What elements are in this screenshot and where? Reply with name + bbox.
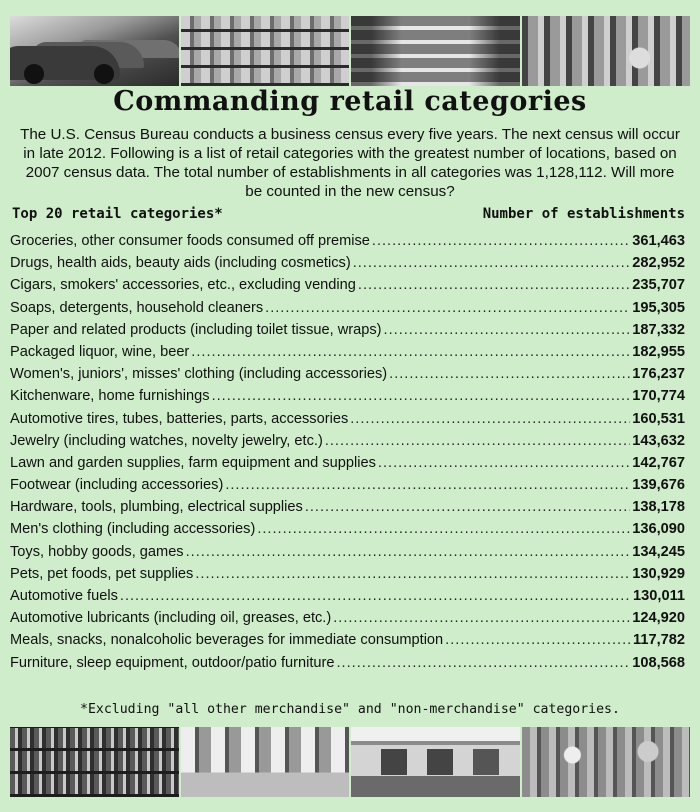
bottom-photo-strip [10, 727, 690, 797]
table-row [10, 610, 685, 632]
table-row [10, 388, 685, 410]
cars-photo [10, 16, 179, 86]
table-row [10, 433, 685, 455]
establishment-count: 182,955 [632, 343, 685, 360]
table-row [10, 499, 685, 521]
category-name: Furniture, sleep equipment, outdoor/patio furniture [10, 654, 335, 671]
table-row [10, 655, 685, 677]
category-list [10, 233, 685, 677]
establishment-count: 176,237 [632, 366, 685, 383]
table-row [10, 632, 685, 654]
establishment-count: 130,011 [633, 588, 685, 604]
dot-leader [372, 233, 630, 249]
table-row [10, 455, 685, 477]
category-name: Kitchenware, home furnishings [10, 388, 210, 405]
establishment-count: 130,929 [632, 565, 685, 582]
table-row [10, 366, 685, 388]
establishment-count: 117,782 [633, 632, 685, 649]
establishment-count: 195,305 [632, 299, 685, 316]
establishment-count: 143,632 [632, 432, 685, 449]
dot-leader [378, 455, 630, 471]
dot-leader [265, 300, 630, 316]
table-row [10, 255, 685, 277]
table-row [10, 233, 685, 255]
establishment-count: 142,767 [632, 454, 685, 471]
top-photo-strip [10, 16, 690, 86]
table-row [10, 521, 685, 543]
table-row [10, 588, 685, 610]
category-column-header: Top 20 retail categories* [12, 206, 223, 222]
establishment-count: 170,774 [632, 388, 685, 405]
grocery-aisle-photo [351, 16, 520, 86]
table-row [10, 277, 685, 299]
category-name: Packaged liquor, wine, beer [10, 343, 190, 360]
intro-text: The U.S. Census Bureau conducts a business census every five years. The next census will occur in late 2012. Following is a list of retail categories with the greatest number of locations, based on 2007 census data. The total number of establishments in all categories was 1,128,112. Will more be counted in the new census? [20, 126, 680, 200]
footnote: *Excluding "all other merchandise" and "non-merchandise" categories. [80, 702, 620, 717]
category-name: Meals, snacks, nonalcoholic beverages for immediate consumption [10, 632, 444, 649]
category-name: Paper and related products (including toilet tissue, wraps) [10, 321, 382, 338]
category-name: Hardware, tools, plumbing, electrical supplies [10, 499, 303, 516]
table-row [10, 544, 685, 566]
category-name: Jewelry (including watches, novelty jewelry, etc.) [10, 432, 323, 449]
page-title: Commanding retail categories [113, 86, 587, 117]
dot-leader [384, 322, 631, 338]
category-name: Footwear (including accessories) [10, 477, 224, 494]
table-header [12, 206, 685, 222]
category-name: Drugs, health aids, beauty aids (including cosmetics) [10, 255, 351, 272]
establishment-count: 134,245 [632, 543, 685, 560]
dot-leader [325, 433, 630, 449]
category-name: Groceries, other consumer foods consumed off premise [10, 233, 370, 249]
category-name: Soaps, detergents, household cleaners [10, 299, 264, 316]
dot-leader [195, 566, 630, 582]
dot-leader [120, 588, 631, 604]
category-name: Lawn and garden supplies, farm equipment and supplies [10, 454, 376, 471]
dot-leader [445, 632, 631, 648]
dot-leader [350, 411, 630, 427]
dot-leader [257, 521, 630, 537]
mall-interior-photo [351, 727, 520, 797]
establishment-count: 235,707 [632, 277, 685, 294]
count-column-header: Number of establishments [482, 206, 685, 222]
establishment-count: 136,090 [632, 521, 685, 538]
dot-leader [337, 655, 631, 671]
establishment-count: 282,952 [632, 255, 685, 272]
category-name: Automotive tires, tubes, batteries, parts, accessories [10, 410, 349, 427]
establishment-count: 108,568 [632, 654, 685, 671]
establishment-count: 361,463 [632, 233, 685, 249]
table-row [10, 300, 685, 322]
market-stand-photo [181, 727, 350, 797]
establishment-count: 138,178 [632, 499, 685, 516]
table-row [10, 344, 685, 366]
dot-leader [305, 499, 630, 515]
dot-leader [186, 544, 631, 560]
dot-leader [358, 277, 630, 293]
dot-leader [333, 610, 630, 626]
category-name: Automotive fuels [10, 588, 118, 604]
category-name: Toys, hobby goods, games [10, 543, 184, 560]
dot-leader [191, 344, 630, 360]
dot-leader [353, 255, 631, 271]
establishment-count: 124,920 [632, 610, 685, 627]
dot-leader [389, 366, 630, 382]
dot-leader [225, 477, 630, 493]
category-name: Women's, juniors', misses' clothing (including accessories) [10, 366, 388, 383]
establishment-count: 160,531 [632, 410, 685, 427]
handbag-display-photo [522, 727, 691, 797]
toy-store-photo [522, 16, 691, 86]
store-shelf-photo [181, 16, 350, 86]
category-name: Automotive lubricants (including oil, greases, etc.) [10, 610, 332, 627]
table-row [10, 566, 685, 588]
establishment-count: 187,332 [632, 321, 685, 338]
dot-leader [212, 388, 631, 404]
table-row [10, 322, 685, 344]
category-name: Cigars, smokers' accessories, etc., excluding vending [10, 277, 356, 294]
category-name: Men's clothing (including accessories) [10, 521, 256, 538]
establishment-count: 139,676 [632, 477, 685, 494]
table-row [10, 411, 685, 433]
liquor-shelf-photo [10, 727, 179, 797]
table-row [10, 477, 685, 499]
category-name: Pets, pet foods, pet supplies [10, 565, 194, 582]
